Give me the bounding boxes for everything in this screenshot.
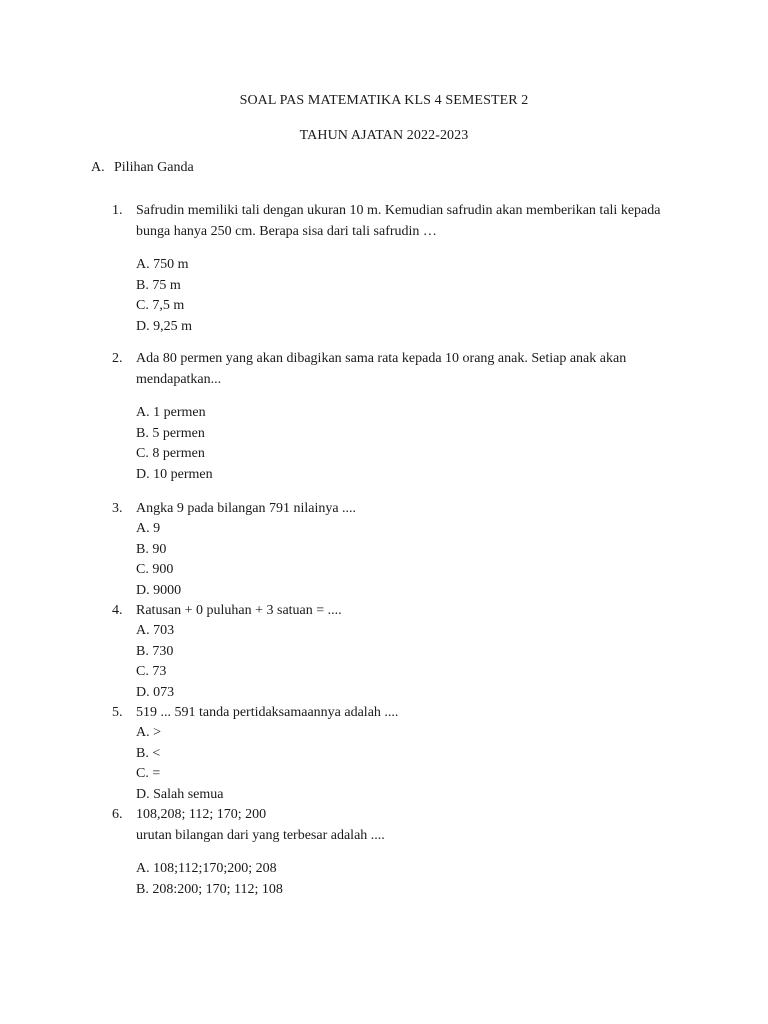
question-2 [112,349,672,390]
question-number: 5. [112,705,123,720]
section-letter: A. [91,160,105,175]
option-b: B. 730 [136,643,174,659]
question-3-options [136,519,181,601]
question-text: 519 ... 591 tanda pertidaksamaannya adalah .... [136,705,399,720]
document-title: SOAL PAS MATEMATIKA KLS 4 SEMESTER 2 [239,93,529,108]
question-1-options [136,255,192,337]
option-c: C. 8 permen [136,446,205,461]
question-number: 2. [112,351,123,366]
question-3 [112,499,672,520]
option-d: D. 9000 [136,582,182,598]
option-a: A. > [136,725,162,740]
document-subtitle: TAHUN AJATAN 2022-2023 [299,128,469,143]
question-number: 4. [112,603,123,618]
option-c: C. = [136,766,161,781]
option-d: D. 073 [136,684,175,700]
question-4 [112,601,672,622]
section-heading [91,160,194,176]
question-number: 1. [112,203,123,218]
section-label: Pilihan Ganda [114,160,194,175]
option-b: B. < [136,745,161,761]
question-text: Ratusan + 0 puluhan + 3 satuan = .... [136,603,342,618]
option-b: B. 208:200; 170; 112; 108 [136,881,283,897]
question-text: Angka 9 pada bilangan 791 nilainya .... [136,501,357,516]
option-a: A. 703 [136,623,175,638]
question-text: Ada 80 permen yang akan dibagikan sama rata kepada 10 orang anak. Setiap anak akan mendapatkan... [136,351,627,387]
option-c: C. 73 [136,664,167,679]
option-d: D. 10 permen [136,466,213,482]
option-b: B. 90 [136,541,167,557]
question-number: 6. [112,807,123,822]
question-1 [112,201,672,242]
option-d: D. 9,25 m [136,318,192,334]
question-text: Safrudin memiliki tali dengan ukuran 10 m. Kemudian safrudin akan memberikan tali kepada bunga hanya 250 cm. Berapa sisa dari tali safrudin … [136,203,661,239]
option-b: B. 75 m [136,277,181,293]
question-number: 3. [112,501,123,516]
question-6-options [136,859,283,900]
question-text: 108,208; 112; 170; 200 [136,807,267,822]
option-c: C. 900 [136,562,174,577]
option-a: A. 1 permen [136,405,206,420]
question-2-options [136,403,213,485]
question-5-options [136,723,223,805]
question-6 [112,805,672,846]
option-b: B. 5 permen [136,425,205,441]
question-text-line-2: urutan bilangan dari yang terbesar adalah .... [136,827,385,843]
question-4-options [136,621,174,703]
option-c: C. 7,5 m [136,298,185,313]
option-a: A. 750 m [136,257,189,272]
option-a: A. 9 [136,521,161,536]
question-5 [112,703,672,724]
option-d: D. Salah semua [136,786,224,802]
option-a: A. 108;112;170;200; 208 [136,861,277,876]
